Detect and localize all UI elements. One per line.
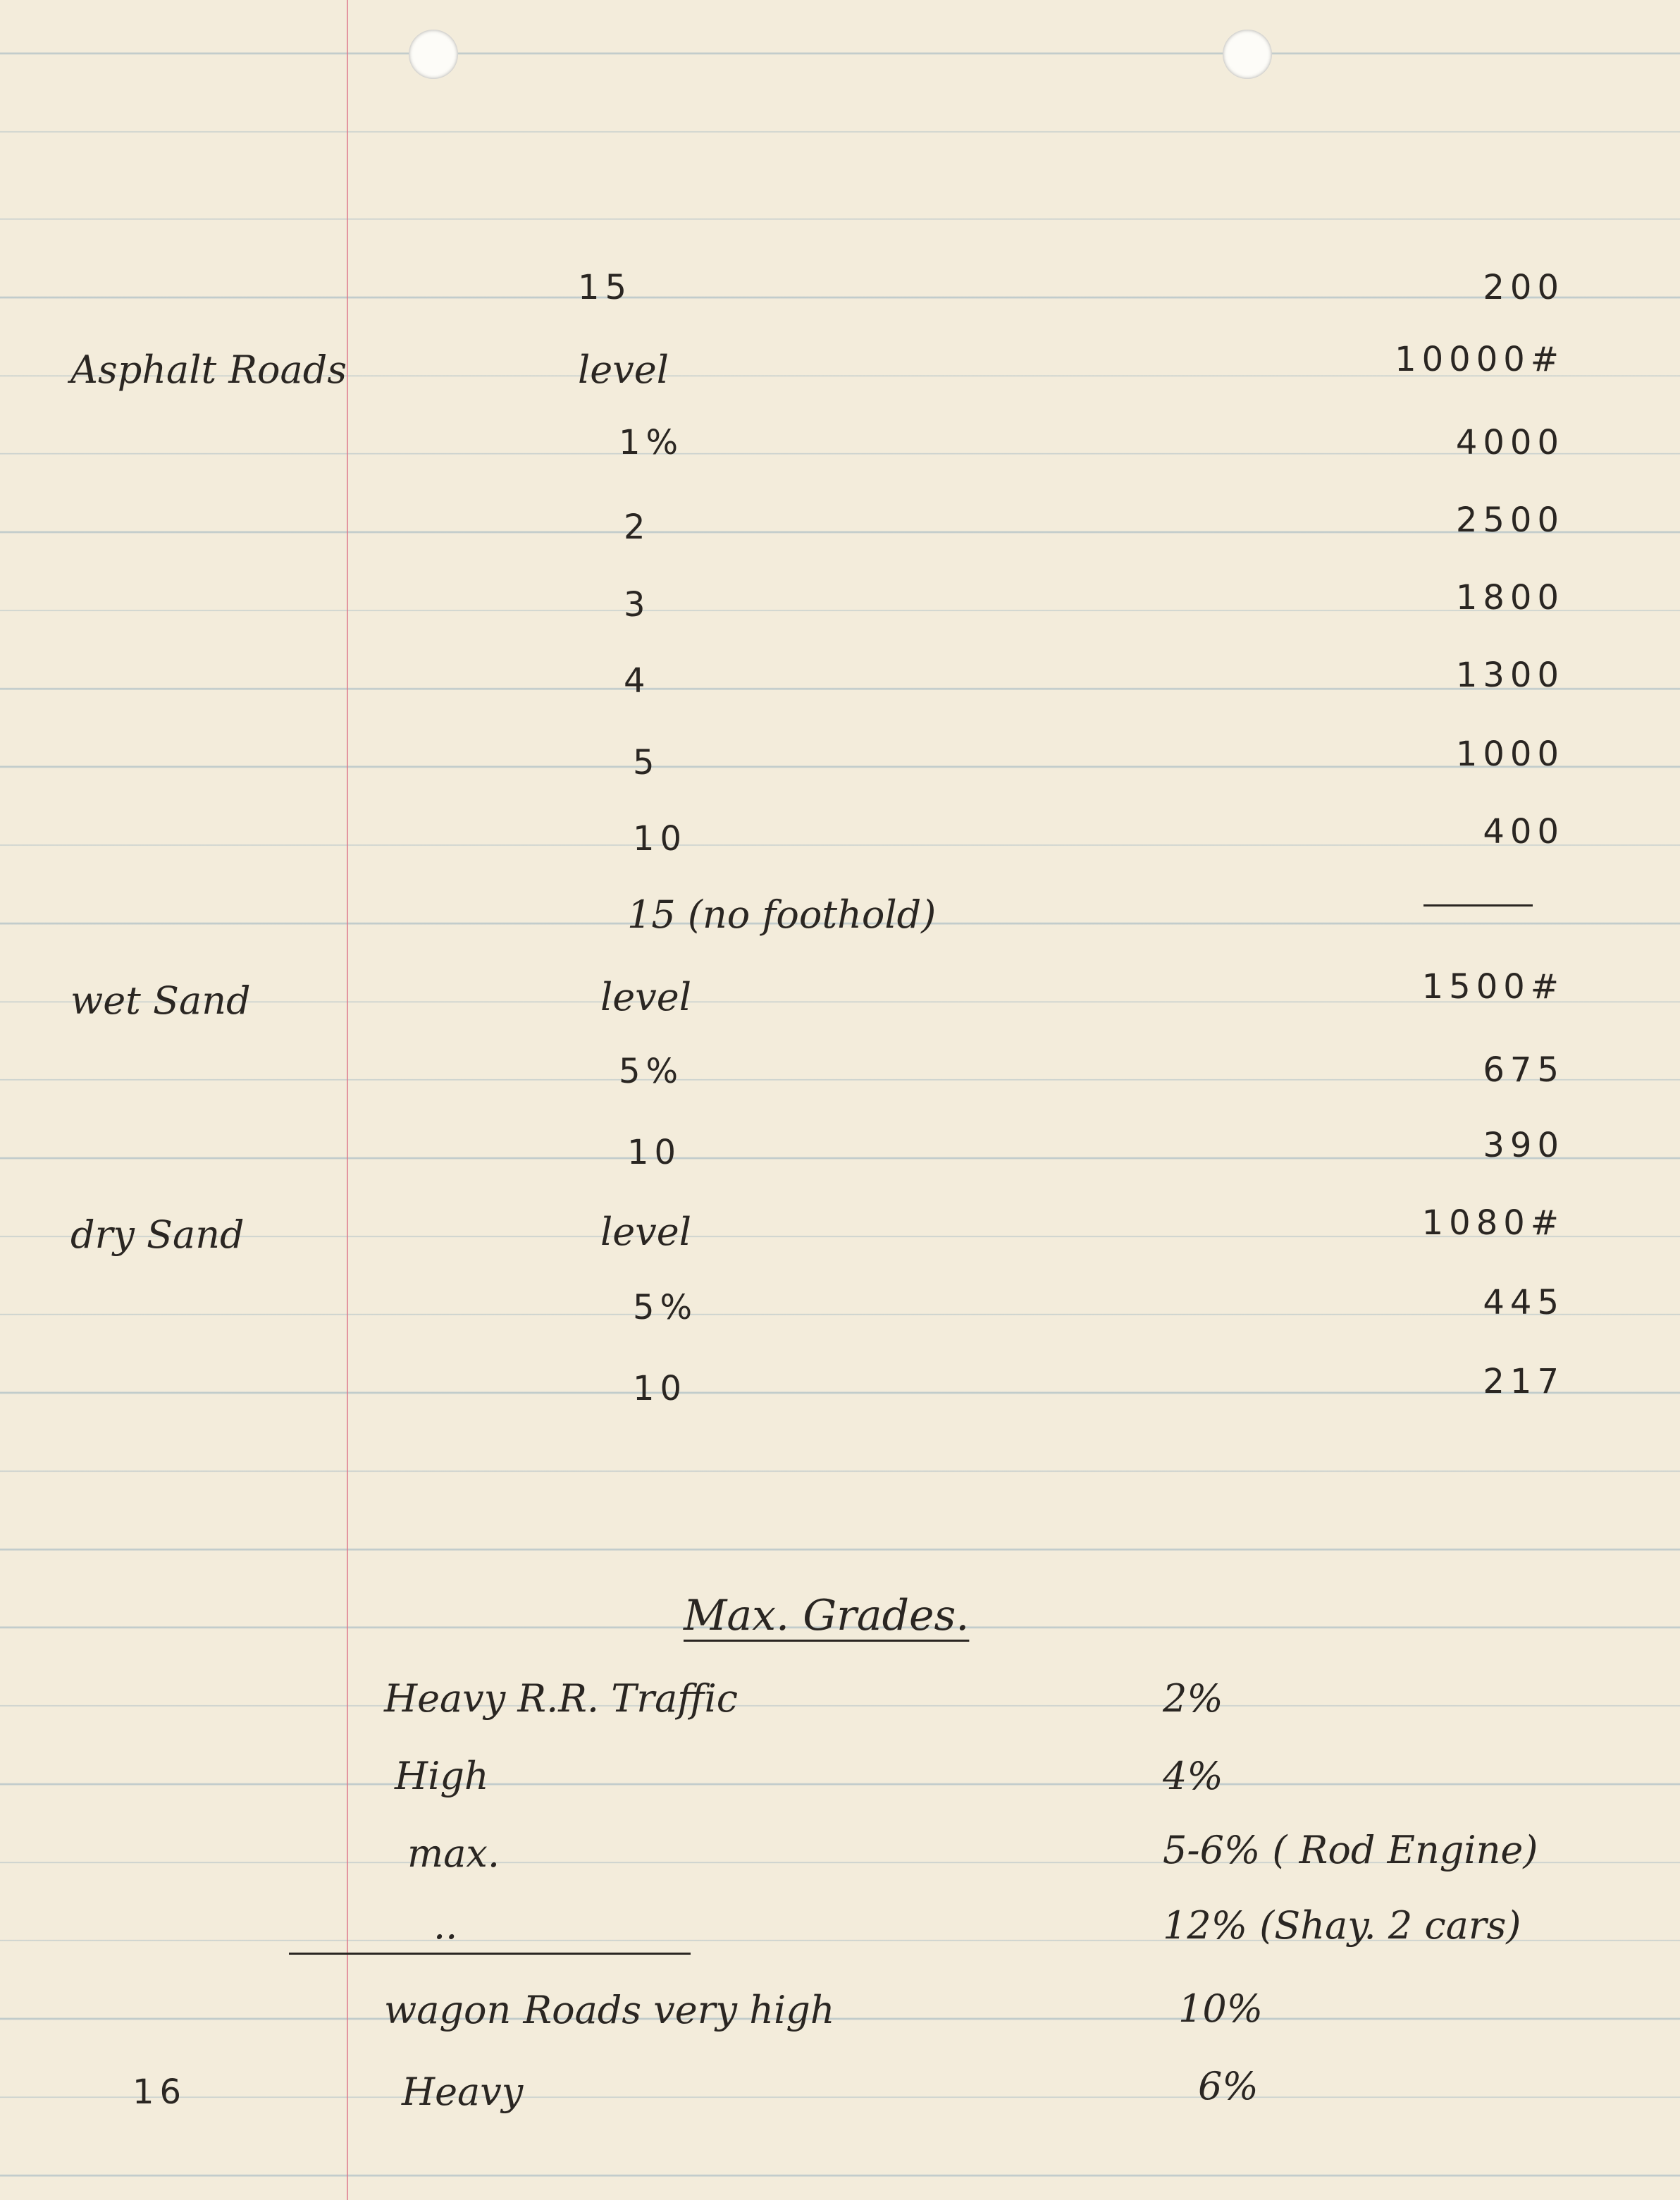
max-grade-label: Heavy: [402, 2070, 524, 2114]
max-grade-label: ..: [433, 1903, 458, 1948]
row-value: 445: [1483, 1283, 1564, 1322]
max-grade-value: 6%: [1198, 2064, 1259, 2108]
row-label: dry Sand: [70, 1212, 245, 1257]
row-value: 217: [1483, 1362, 1564, 1401]
row-value: 390: [1483, 1126, 1564, 1165]
row-grade: level: [578, 348, 669, 392]
max-grade-value: 10%: [1178, 1986, 1264, 2031]
page-number: 16: [132, 2072, 187, 2112]
row-grade: level: [600, 975, 691, 1019]
max-grade-label: High: [395, 1754, 489, 1798]
row-grade: 15 (no foothold): [627, 892, 937, 937]
row-value: 2500: [1455, 500, 1564, 540]
row-grade: 2: [624, 508, 651, 547]
max-grade-value: 5-6% ( Rod Engine): [1163, 1828, 1538, 1872]
row-value: 400: [1483, 812, 1564, 852]
row-grade: 15: [578, 268, 633, 307]
max-grades-title: Max. Grades.: [684, 1591, 970, 1640]
red-margin-line: [347, 0, 348, 2200]
row-value: 675: [1483, 1050, 1564, 1090]
row-grade: 4: [624, 661, 651, 701]
row-value: 1300: [1455, 656, 1564, 695]
section-divider: [289, 1953, 691, 1955]
binder-hole-right: [1223, 30, 1272, 79]
row-value: 4000: [1455, 423, 1564, 462]
row-grade: 5%: [619, 1052, 684, 1091]
row-value: 10000#: [1395, 340, 1564, 379]
row-grade: level: [600, 1210, 691, 1254]
row-grade: 1%: [619, 423, 684, 462]
max-grade-value: 4%: [1163, 1754, 1223, 1798]
row-value: 1800: [1455, 578, 1564, 617]
blank-value-dash: [1423, 904, 1533, 907]
row-value: 1080#: [1421, 1203, 1564, 1243]
row-grade: 10: [633, 1369, 688, 1408]
max-grade-label: wagon Roads very high: [384, 1988, 835, 2032]
max-grade-value: 12% (Shay. 2 cars): [1163, 1903, 1521, 1948]
row-label: Asphalt Roads: [70, 348, 347, 392]
row-value: 1000: [1455, 735, 1564, 774]
row-value: 200: [1483, 268, 1564, 307]
max-grade-label: max.: [407, 1831, 500, 1876]
row-grade: 10: [633, 819, 688, 859]
row-grade: 3: [624, 585, 651, 625]
row-grade: 5: [633, 743, 660, 782]
row-grade: 5%: [633, 1288, 698, 1327]
row-label: wet Sand: [70, 978, 251, 1023]
binder-hole-left: [409, 30, 458, 79]
row-grade: 10: [627, 1133, 682, 1172]
row-value: 1500#: [1421, 967, 1564, 1007]
max-grade-label: Heavy R.R. Traffic: [384, 1676, 739, 1721]
max-grade-value: 2%: [1163, 1676, 1223, 1721]
